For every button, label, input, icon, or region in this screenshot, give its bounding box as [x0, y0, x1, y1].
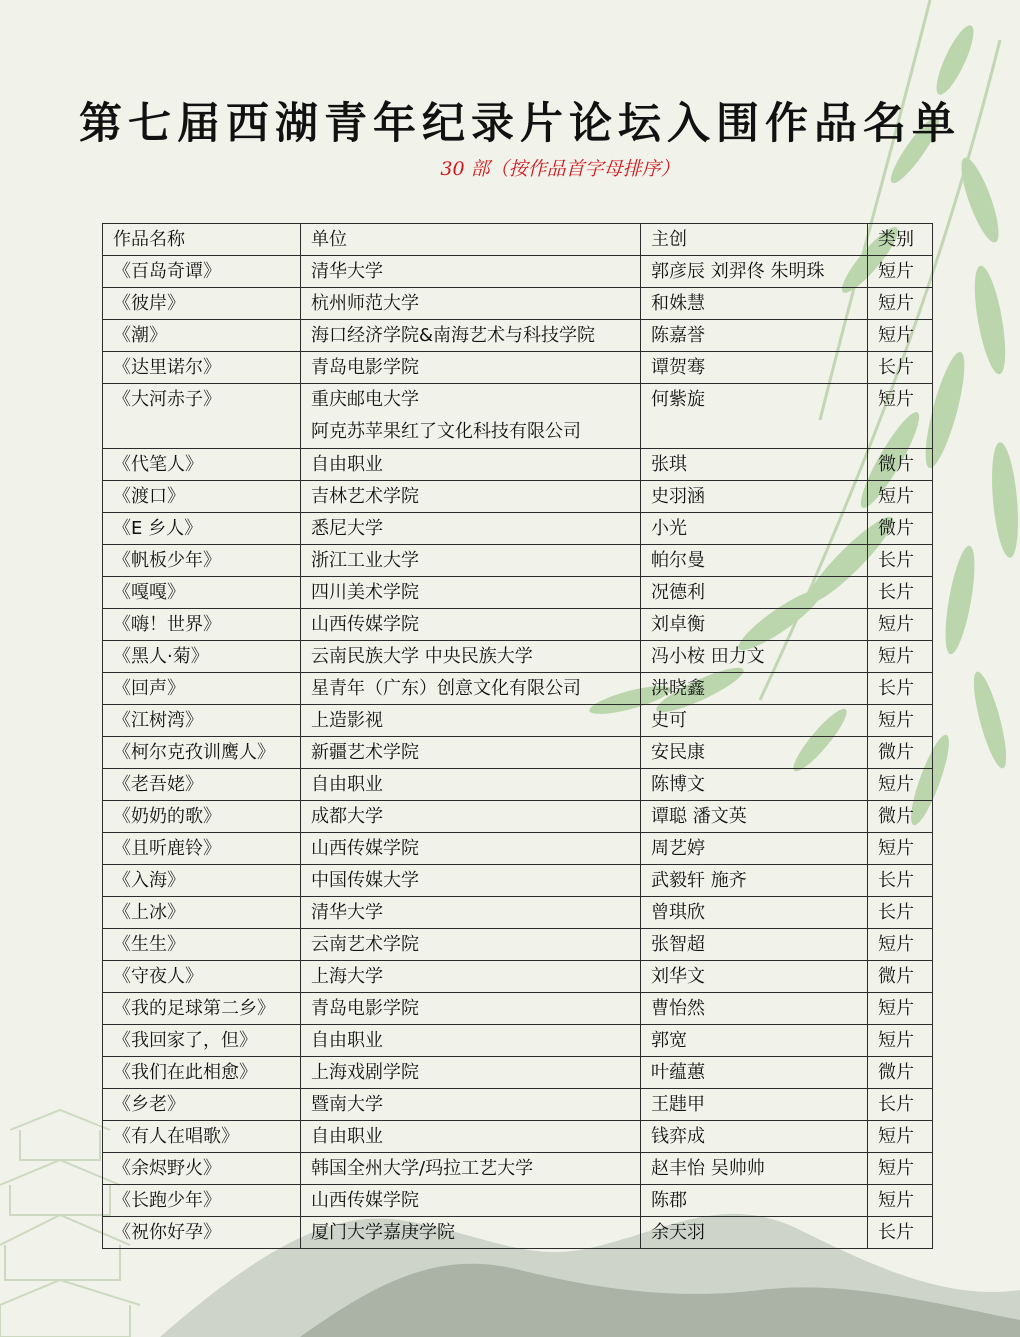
- cell-creator: 曹怡然: [641, 993, 868, 1025]
- cell-unit: 山西传媒学院: [301, 1185, 641, 1217]
- cell-unit: 上海戏剧学院: [301, 1057, 641, 1089]
- cell-unit: 青岛电影学院: [301, 352, 641, 384]
- table-row: [103, 1121, 933, 1153]
- cell-type: 短片: [868, 833, 933, 865]
- header-work-name: 作品名称: [103, 224, 301, 256]
- cell-unit: 云南民族大学 中央民族大学: [301, 641, 641, 673]
- cell-type: 长片: [868, 1217, 933, 1249]
- cell-type: 微片: [868, 737, 933, 769]
- cell-work-name: 《我们在此相愈》: [103, 1057, 301, 1089]
- cell-unit: 自由职业: [301, 1121, 641, 1153]
- cell-creator: 曾琪欣: [641, 897, 868, 929]
- cell-work-name: 《帆板少年》: [103, 545, 301, 577]
- cell-work-name: 《奶奶的歌》: [103, 801, 301, 833]
- cell-type: 短片: [868, 384, 933, 449]
- cell-unit: 浙江工业大学: [301, 545, 641, 577]
- cell-type: 短片: [868, 993, 933, 1025]
- cell-unit: 自由职业: [301, 769, 641, 801]
- cell-type: 短片: [868, 705, 933, 737]
- cell-work-name: 《入海》: [103, 865, 301, 897]
- cell-type: 微片: [868, 961, 933, 993]
- cell-work-name: 《生生》: [103, 929, 301, 961]
- cell-creator: 洪晓鑫: [641, 673, 868, 705]
- table-row: [103, 1025, 933, 1057]
- cell-creator: 钱弈成: [641, 1121, 868, 1153]
- cell-creator: 周艺婷: [641, 833, 868, 865]
- cell-type: 长片: [868, 1089, 933, 1121]
- cell-work-name: 《乡老》: [103, 1089, 301, 1121]
- cell-creator: 陈嘉誉: [641, 320, 868, 352]
- cell-unit: 云南艺术学院: [301, 929, 641, 961]
- cell-type: 短片: [868, 929, 933, 961]
- cell-work-name: 《彼岸》: [103, 288, 301, 320]
- cell-type: 短片: [868, 1025, 933, 1057]
- cell-work-name: 《祝你好孕》: [103, 1217, 301, 1249]
- table-row: [103, 256, 933, 288]
- cell-unit: 海口经济学院&南海艺术与科技学院: [301, 320, 641, 352]
- cell-creator: 史可: [641, 705, 868, 737]
- header-creator: 主创: [641, 224, 868, 256]
- table-row: [103, 352, 933, 384]
- table-row: [103, 577, 933, 609]
- cell-type: 长片: [868, 545, 933, 577]
- cell-creator: 张琪: [641, 449, 868, 481]
- table-row: [103, 1089, 933, 1121]
- table-row: [103, 1217, 933, 1249]
- cell-creator: 况德利: [641, 577, 868, 609]
- table-row: [103, 1153, 933, 1185]
- table-row: [103, 641, 933, 673]
- cell-unit: 中国传媒大学: [301, 865, 641, 897]
- cell-unit: 暨南大学: [301, 1089, 641, 1121]
- finalist-table: [102, 223, 933, 1249]
- cell-work-name: 《上冰》: [103, 897, 301, 929]
- cell-creator: 刘卓衡: [641, 609, 868, 641]
- cell-creator: 郭宽: [641, 1025, 868, 1057]
- table-row: [103, 673, 933, 705]
- table-row: [103, 929, 933, 961]
- cell-work-name: 《大河赤子》: [103, 384, 301, 449]
- cell-type: 长片: [868, 577, 933, 609]
- cell-work-name: 《我回家了，但》: [103, 1025, 301, 1057]
- cell-type: 短片: [868, 609, 933, 641]
- cell-unit: 四川美术学院: [301, 577, 641, 609]
- table-row: [103, 865, 933, 897]
- cell-creator: 和姝慧: [641, 288, 868, 320]
- header-type: 类别: [868, 224, 933, 256]
- cell-work-name: 《黑人·菊》: [103, 641, 301, 673]
- cell-type: 长片: [868, 352, 933, 384]
- table-row: [103, 737, 933, 769]
- cell-work-name: 《我的足球第二乡》: [103, 993, 301, 1025]
- table-body: [103, 256, 933, 1249]
- page-subtitle: 30 部（按作品首字母排序）: [440, 158, 680, 180]
- cell-work-name: 《江树湾》: [103, 705, 301, 737]
- cell-work-name: 《E 乡人》: [103, 513, 301, 545]
- table-row: [103, 833, 933, 865]
- cell-work-name: 《有人在唱歌》: [103, 1121, 301, 1153]
- cell-unit: [301, 384, 641, 449]
- cell-creator: 小光: [641, 513, 868, 545]
- cell-creator: 陈郡: [641, 1185, 868, 1217]
- cell-unit: 吉林艺术学院: [301, 481, 641, 513]
- cell-unit: 厦门大学嘉庚学院: [301, 1217, 641, 1249]
- table-row: [103, 961, 933, 993]
- cell-type: 微片: [868, 513, 933, 545]
- cell-type: 短片: [868, 641, 933, 673]
- table-header-row: [103, 224, 933, 256]
- table-row: [103, 513, 933, 545]
- cell-type: 微片: [868, 1057, 933, 1089]
- cell-creator: 谭贺骞: [641, 352, 868, 384]
- cell-type: 长片: [868, 673, 933, 705]
- table-row: [103, 897, 933, 929]
- table-row: [103, 1057, 933, 1089]
- cell-creator: 史羽涵: [641, 481, 868, 513]
- cell-creator: 谭聪 潘文英: [641, 801, 868, 833]
- table-row: [103, 320, 933, 352]
- cell-type: 短片: [868, 769, 933, 801]
- cell-creator: 余天羽: [641, 1217, 868, 1249]
- cell-work-name: 《且听鹿铃》: [103, 833, 301, 865]
- header-unit: 单位: [301, 224, 641, 256]
- unit-line: 重庆邮电大学: [311, 389, 419, 410]
- cell-type: 微片: [868, 449, 933, 481]
- cell-creator: 安民康: [641, 737, 868, 769]
- cell-work-name: 《柯尔克孜训鹰人》: [103, 737, 301, 769]
- cell-type: 短片: [868, 1153, 933, 1185]
- cell-work-name: 《长跑少年》: [103, 1185, 301, 1217]
- cell-work-name: 《嘎嘎》: [103, 577, 301, 609]
- cell-creator: 张智超: [641, 929, 868, 961]
- cell-type: 长片: [868, 865, 933, 897]
- table-row: [103, 384, 933, 449]
- cell-creator: 武毅轩 施齐: [641, 865, 868, 897]
- cell-unit: 山西传媒学院: [301, 609, 641, 641]
- cell-creator: 冯小桉 田力文: [641, 641, 868, 673]
- cell-work-name: 《百岛奇谭》: [103, 256, 301, 288]
- table-row: [103, 801, 933, 833]
- cell-creator: 郭彦辰 刘羿佟 朱明珠: [641, 256, 868, 288]
- cell-unit: 自由职业: [301, 1025, 641, 1057]
- cell-type: 短片: [868, 288, 933, 320]
- table-row: [103, 481, 933, 513]
- cell-work-name: 《回声》: [103, 673, 301, 705]
- table-row: [103, 1185, 933, 1217]
- cell-work-name: 《代笔人》: [103, 449, 301, 481]
- table-row: [103, 545, 933, 577]
- page-title: 第七届西湖青年纪录片论坛入围作品名单: [79, 99, 961, 149]
- cell-unit: 清华大学: [301, 897, 641, 929]
- cell-creator: 陈博文: [641, 769, 868, 801]
- cell-unit: 新疆艺术学院: [301, 737, 641, 769]
- cell-creator: 王韪甲: [641, 1089, 868, 1121]
- cell-type: 短片: [868, 320, 933, 352]
- unit-line: 阿克苏苹果红了文化科技有限公司: [311, 421, 581, 442]
- cell-type: 长片: [868, 897, 933, 929]
- cell-type: 短片: [868, 481, 933, 513]
- cell-unit: 上海大学: [301, 961, 641, 993]
- cell-work-name: 《余烬野火》: [103, 1153, 301, 1185]
- cell-type: 微片: [868, 801, 933, 833]
- cell-unit: 上造影视: [301, 705, 641, 737]
- cell-creator: 何紫旋: [641, 384, 868, 449]
- cell-creator: 刘华文: [641, 961, 868, 993]
- cell-unit: 成都大学: [301, 801, 641, 833]
- cell-creator: 赵丰怡 吴帅帅: [641, 1153, 868, 1185]
- cell-unit: 韩国全州大学/玛拉工艺大学: [301, 1153, 641, 1185]
- cell-type: 短片: [868, 1185, 933, 1217]
- cell-unit: 青岛电影学院: [301, 993, 641, 1025]
- cell-work-name: 《潮》: [103, 320, 301, 352]
- cell-unit: 山西传媒学院: [301, 833, 641, 865]
- cell-work-name: 《嗨！世界》: [103, 609, 301, 641]
- table-row: [103, 769, 933, 801]
- table-row: [103, 449, 933, 481]
- cell-unit: 悉尼大学: [301, 513, 641, 545]
- cell-type: 短片: [868, 256, 933, 288]
- cell-unit: 清华大学: [301, 256, 641, 288]
- cell-work-name: 《达里诺尔》: [103, 352, 301, 384]
- table-row: [103, 993, 933, 1025]
- cell-work-name: 《守夜人》: [103, 961, 301, 993]
- cell-work-name: 《老吾姥》: [103, 769, 301, 801]
- table-row: [103, 609, 933, 641]
- cell-unit: 自由职业: [301, 449, 641, 481]
- cell-work-name: 《渡口》: [103, 481, 301, 513]
- table-row: [103, 288, 933, 320]
- cell-unit: 杭州师范大学: [301, 288, 641, 320]
- table-row: [103, 705, 933, 737]
- cell-creator: 叶蕴蕙: [641, 1057, 868, 1089]
- cell-type: 短片: [868, 1121, 933, 1153]
- cell-unit: 星青年（广东）创意文化有限公司: [301, 673, 641, 705]
- cell-creator: 帕尔曼: [641, 545, 868, 577]
